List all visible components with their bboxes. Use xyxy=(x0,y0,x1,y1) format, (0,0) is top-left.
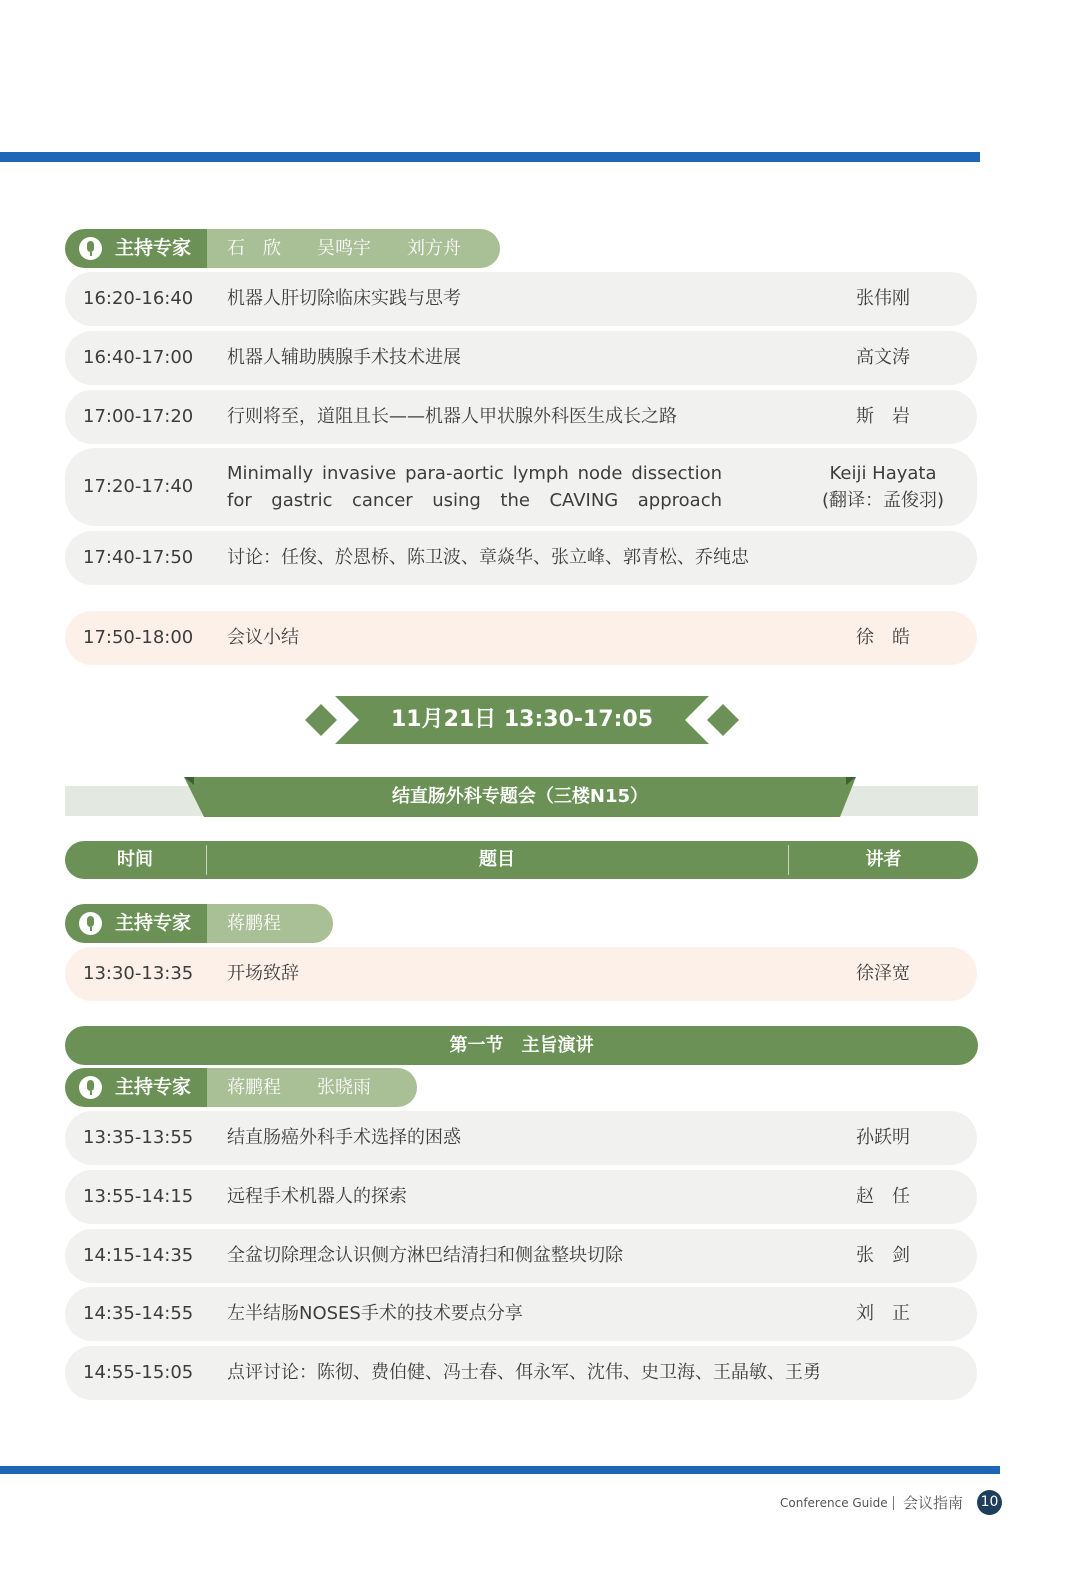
schedule-row xyxy=(65,272,977,326)
row-speaker: 高文涛 xyxy=(856,347,910,368)
row-topic xyxy=(227,460,722,514)
row-topic: 行则将至，道阻且长——机器人甲状腺外科医生成长之路 xyxy=(227,406,677,427)
row-speaker: 张 剑 xyxy=(856,1245,910,1266)
host-names: 蒋鹏程 xyxy=(227,913,281,934)
host-bar-3 xyxy=(65,1068,417,1107)
speaker-name: Keiji Hayata xyxy=(829,463,937,484)
row-speaker: 刘 正 xyxy=(856,1303,910,1324)
row-speaker: 徐泽宽 xyxy=(856,963,910,984)
section-title-bar: 第一节 主旨演讲 xyxy=(65,1026,978,1065)
row-speaker xyxy=(805,460,961,514)
row-topic: 讨论：任俊、於恩桥、陈卫波、章焱华、张立峰、郭青松、乔纯忠 xyxy=(227,547,749,568)
row-time: 17:40-17:50 xyxy=(83,547,194,568)
schedule-row xyxy=(65,390,977,444)
opening-row xyxy=(65,947,977,1001)
row-speaker: 张伟刚 xyxy=(856,288,910,309)
schedule-row xyxy=(65,1346,977,1400)
microphone-icon xyxy=(79,912,102,935)
row-time: 17:20-17:40 xyxy=(83,476,194,497)
footer-english-title: Conference Guide xyxy=(780,1496,888,1510)
bottom-blue-rule xyxy=(0,1466,1000,1474)
page-number: 10 xyxy=(977,1490,1002,1515)
schedule-row xyxy=(65,1287,977,1341)
host-label: 主持专家 xyxy=(115,912,192,934)
page-footer xyxy=(700,1490,1005,1516)
microphone-icon xyxy=(79,237,102,260)
row-speaker: 徐 皓 xyxy=(856,627,910,648)
row-time: 14:55-15:05 xyxy=(83,1362,194,1383)
host-bar-2 xyxy=(65,904,333,943)
row-speaker: 孙跃明 xyxy=(856,1127,910,1148)
host-names: 蒋鹏程 张晓雨 xyxy=(227,1077,371,1098)
host-label: 主持专家 xyxy=(115,237,192,259)
row-topic: 全盆切除理念认识侧方淋巴结清扫和侧盆整块切除 xyxy=(227,1245,623,1266)
row-topic: 机器人肝切除临床实践与思考 xyxy=(227,288,461,309)
row-topic-line: Minimally invasive para-aortic lymph node dissection xyxy=(227,463,722,484)
session-title-text: 结直肠外科专题会（三楼N15） xyxy=(391,786,649,807)
session-title xyxy=(180,777,860,817)
schedule-row xyxy=(65,1170,977,1224)
row-topic: 点评讨论：陈彻、费伯健、冯士春、佴永军、沈伟、史卫海、王晶敏、王勇 xyxy=(227,1362,821,1383)
header-speaker: 讲者 xyxy=(865,849,902,870)
footer-chinese-title: 会议指南 xyxy=(903,1494,964,1512)
row-time: 13:55-14:15 xyxy=(83,1186,194,1207)
summary-row xyxy=(65,611,977,665)
schedule-row xyxy=(65,531,977,585)
footer-separator xyxy=(893,1496,894,1510)
host-label-box xyxy=(65,229,207,268)
schedule-row xyxy=(65,1229,977,1283)
microphone-icon xyxy=(79,1076,102,1099)
row-time: 13:35-13:55 xyxy=(83,1127,194,1148)
top-blue-rule xyxy=(0,152,980,162)
host-bar-1 xyxy=(65,229,500,268)
row-speaker: 斯 岩 xyxy=(856,406,910,427)
date-banner xyxy=(305,696,739,744)
schedule-row xyxy=(65,448,977,526)
row-topic: 开场致辞 xyxy=(227,963,299,984)
row-topic: 会议小结 xyxy=(227,627,299,648)
row-time: 16:40-17:00 xyxy=(83,347,194,368)
header-time: 时间 xyxy=(117,849,153,870)
host-label-box xyxy=(65,1068,207,1107)
row-speaker: 赵 任 xyxy=(856,1186,910,1207)
row-time: 14:35-14:55 xyxy=(83,1303,194,1324)
row-topic: 左半结肠NOSES手术的技术要点分享 xyxy=(227,1303,523,1324)
row-time: 13:30-13:35 xyxy=(83,963,194,984)
schedule-row xyxy=(65,1111,977,1165)
host-names: 石 欣 吴鸣宇 刘方舟 xyxy=(227,238,461,259)
translator-note: (翻译：孟俊羽) xyxy=(821,490,945,511)
row-time: 14:15-14:35 xyxy=(83,1245,194,1266)
row-topic: 结直肠癌外科手术选择的困惑 xyxy=(227,1127,461,1148)
row-time: 17:00-17:20 xyxy=(83,406,194,427)
schedule-row xyxy=(65,331,977,385)
row-time: 16:20-16:40 xyxy=(83,288,194,309)
header-topic: 题目 xyxy=(479,849,515,870)
row-topic: 远程手术机器人的探索 xyxy=(227,1186,407,1207)
host-label-box xyxy=(65,904,207,943)
row-time: 17:50-18:00 xyxy=(83,627,194,648)
date-banner-text: 11月21日 13:30-17:05 xyxy=(390,707,654,732)
row-topic-line: for gastric cancer using the CAVING approach xyxy=(227,490,722,511)
row-topic: 机器人辅助胰腺手术技术进展 xyxy=(227,347,461,368)
host-label: 主持专家 xyxy=(115,1076,192,1098)
table-header xyxy=(65,841,978,879)
